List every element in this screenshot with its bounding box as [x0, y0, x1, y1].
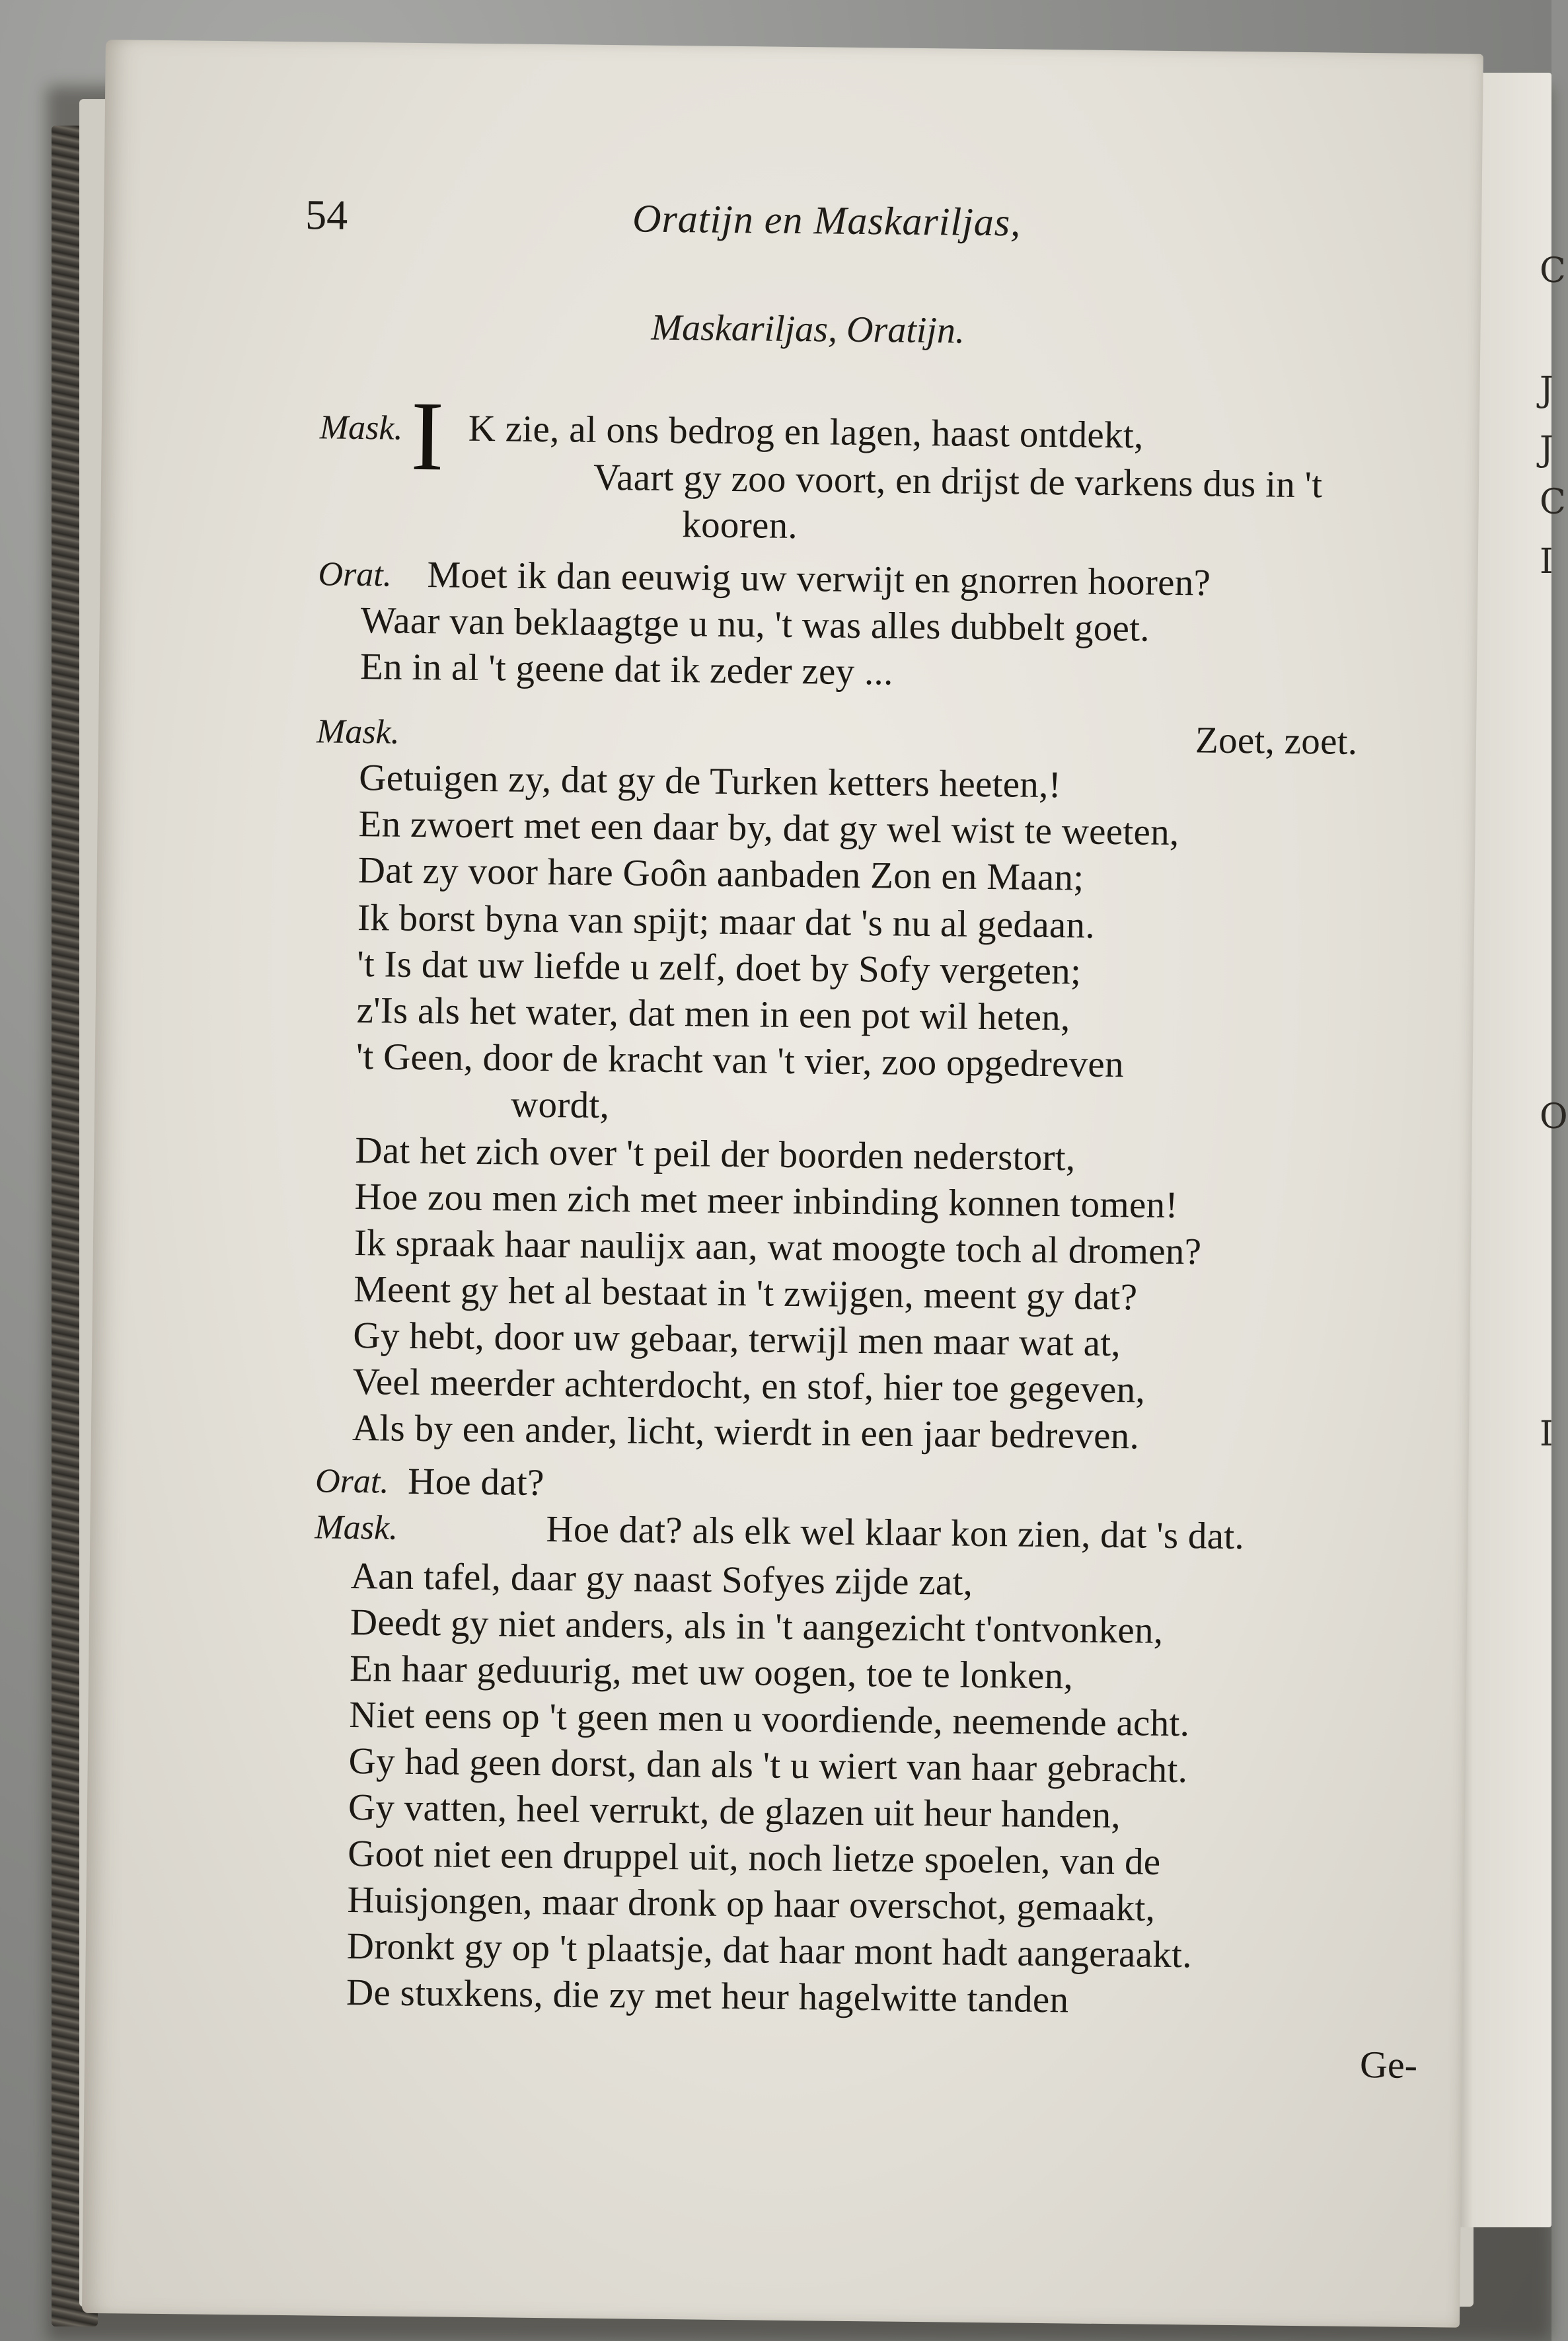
speaker-label: Mask. — [316, 712, 400, 751]
verse-line: Goot niet een druppel uit, noch lietze spoelen, van de — [347, 1832, 1161, 1883]
verse-line: 't Geen, door de kracht van 't vier, zoo opgedreven — [355, 1036, 1125, 1086]
facing-page-letter: I — [1540, 542, 1553, 582]
drop-cap: I — [410, 381, 445, 492]
verse-line: K zie, al ons bedrog en lagen, haast ontdekt, — [468, 407, 1144, 457]
verse-line: z'Is als het water, dat men in een pot wil heten, — [356, 989, 1070, 1039]
facing-page-letter: J — [1540, 430, 1553, 469]
verse-line: Waar van beklaagtge u nu, 't was alles dubbelt goet. — [360, 599, 1150, 650]
speaker-label: Orat. — [318, 555, 392, 594]
scene-heading: Maskariljas, Oratijn. — [651, 307, 965, 352]
verse-line: Gy hebt, door uw gebaar, terwijl men maar wat at, — [353, 1315, 1121, 1365]
verse-line: Vaart gy zoo voort, en drijst de varkens dus in 't — [593, 456, 1323, 506]
verse-line: 't Is dat uw liefde u zelf, doet by Sofy vergeten; — [357, 943, 1082, 993]
verse-line: Ik spraak haar naulijx aan, wat moogte toch al dromen? — [354, 1222, 1202, 1273]
facing-page-letter: C — [1540, 251, 1566, 291]
verse-line: kooren. — [682, 504, 798, 547]
verse-line: wordt, — [510, 1083, 610, 1127]
facing-page-letter: I — [1540, 1414, 1553, 1454]
speaker-label: Mask. — [315, 1508, 398, 1547]
verse-line: Hoe dat? als elk wel klaar kon zien, dat 's dat. — [546, 1508, 1245, 1558]
verse-line: Veel meerder achterdocht, en stof, hier toe gegeven, — [352, 1361, 1146, 1411]
verse-line: Aan tafel, daar gy naast Sofyes zijde zat, — [350, 1555, 973, 1603]
verse-line: Niet eens op 't geen men u voordiende, neemende acht. — [349, 1693, 1190, 1745]
verse-line: Getuigen zy, dat gy de Turken ketters heeten,! — [358, 757, 1062, 806]
catchword: Ge- — [1359, 2043, 1418, 2087]
verse-line: Hoe dat? — [407, 1460, 545, 1504]
running-title: Oratijn en Maskariljas, — [632, 196, 1022, 245]
verse-line: Hoe zou men zich met meer inbinding konnen tomen! — [354, 1176, 1179, 1227]
facing-page-letter: C — [1540, 482, 1566, 522]
verse-line: Deedt gy niet anders, als in 't aangezicht t'ontvonken, — [350, 1601, 1164, 1652]
verse-line: En zwoert met een daar by, dat gy wel wist te weeten, — [358, 803, 1179, 854]
verse-line: Dronkt gy op 't plaatsje, dat haar mont hadt aangeraakt. — [346, 1925, 1193, 1976]
verse-line: En haar geduurig, met uw oogen, toe te lonken, — [349, 1648, 1074, 1697]
verse-line: Ik borst byna van spijt; maar dat 's nu al gedaan. — [357, 897, 1096, 946]
facing-page-letter: O — [1540, 1097, 1568, 1137]
verse-line: Huisjongen, maar dronk op haar overschot, gemaakt, — [347, 1878, 1156, 1929]
play-text — [82, 40, 1483, 2328]
speaker-label: Orat. — [315, 1462, 389, 1501]
verse-line: En in al 't geene dat ik zeder zey ... — [359, 646, 894, 693]
book-page — [82, 40, 1483, 2328]
page-number: 54 — [305, 191, 348, 239]
verse-line: Moet ik dan eeuwig uw verwijt en gnorren hooren? — [427, 554, 1211, 604]
verse-line: Gy vatten, heel verrukt, de glazen uit heur handen, — [348, 1786, 1121, 1837]
verse-line: Meent gy het al bestaat in 't zwijgen, meent gy dat? — [353, 1268, 1138, 1319]
verse-line: Zoet, zoet. — [1195, 719, 1358, 763]
verse-line: Als by een ander, licht, wierdt in een jaar bedreven. — [352, 1407, 1140, 1457]
verse-line: Gy had geen dorst, dan als 't u wiert van haar gebracht. — [348, 1740, 1188, 1791]
speaker-label: Mask. — [319, 408, 403, 447]
verse-line: De stuxkens, die zy met heur hagelwitte tanden — [346, 1971, 1069, 2021]
verse-line: Dat het zich over 't peil der boorden nederstort, — [355, 1130, 1076, 1179]
verse-line: Dat zy voor hare Goôn aanbaden Zon en Maan; — [357, 849, 1084, 899]
facing-page-letter: J — [1540, 370, 1553, 410]
